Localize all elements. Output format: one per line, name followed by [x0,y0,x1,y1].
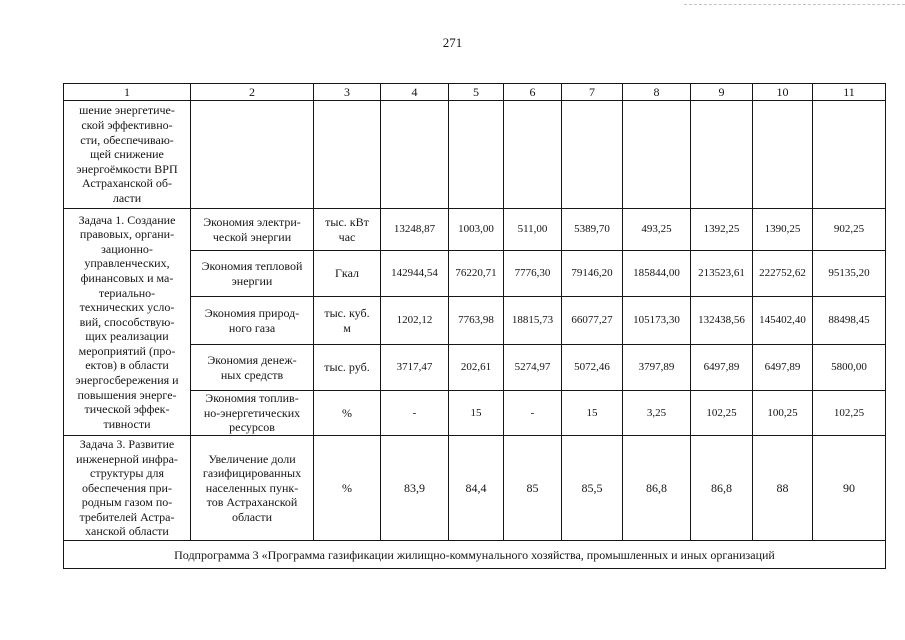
unit-cell: Гкал [314,251,381,297]
value-cell: 3717,47 [381,345,449,391]
header-row [64,84,886,101]
empty-cell [562,101,623,209]
value-cell: - [504,391,562,436]
value-cell: 493,25 [623,209,691,251]
value-cell: 83,9 [381,436,449,541]
goal-cell: шение энергетиче- ской эффективно- сти, обеспечиваю- щей снижение энергоёмкости ВРП Астраханской об- ласти [64,101,191,209]
column-header: 3 [314,84,381,101]
value-cell: 86,8 [691,436,753,541]
value-cell: 15 [562,391,623,436]
value-cell: 105173,30 [623,297,691,345]
empty-cell [753,101,813,209]
value-cell: 185844,00 [623,251,691,297]
value-cell: 5274,97 [504,345,562,391]
task-cell: Задача 3. Развитие инженерной инфра- структуры для обеспечения при- родным газом по- требителей Астра- ханской области [64,436,191,541]
value-cell: 88 [753,436,813,541]
value-cell: 88498,45 [813,297,886,345]
column-header: 5 [449,84,504,101]
value-cell: 84,4 [449,436,504,541]
empty-cell [381,101,449,209]
value-cell: 1003,00 [449,209,504,251]
value-cell: 6497,89 [753,345,813,391]
unit-cell: % [314,436,381,541]
column-header: 11 [813,84,886,101]
column-header: 10 [753,84,813,101]
value-cell: 102,25 [813,391,886,436]
page-number: 271 [442,35,463,50]
value-cell: 13248,87 [381,209,449,251]
value-cell: 1392,25 [691,209,753,251]
value-cell: 3797,89 [623,345,691,391]
value-cell: 1390,25 [753,209,813,251]
value-cell: 18815,73 [504,297,562,345]
value-cell: 5389,70 [562,209,623,251]
value-cell: 66077,27 [562,297,623,345]
value-cell: 1202,12 [381,297,449,345]
value-cell: 132438,56 [691,297,753,345]
value-cell: - [381,391,449,436]
value-cell: 5800,00 [813,345,886,391]
subprogram-title: Подпрограмма 3 «Программа газификации жилищно-коммунального хозяйства, промышленных и иных организаций [64,541,886,569]
value-cell: 145402,40 [753,297,813,345]
value-cell: 100,25 [753,391,813,436]
empty-cell [449,101,504,209]
value-cell: 3,25 [623,391,691,436]
unit-cell: % [314,391,381,436]
unit-cell: тыс. руб. [314,345,381,391]
value-cell: 15 [449,391,504,436]
column-header: 4 [381,84,449,101]
value-cell: 511,00 [504,209,562,251]
empty-cell [813,101,886,209]
column-header: 2 [191,84,314,101]
value-cell: 5072,46 [562,345,623,391]
table-row [64,101,886,209]
value-cell: 202,61 [449,345,504,391]
indicator-cell: Увеличение доли газифицированных населенных пунк- тов Астраханской области [191,436,314,541]
empty-cell [691,101,753,209]
task-cell: Задача 1. Создание правовых, органи- зационно- управленческих, финансовых и ма- териально- технических усло- вий, способствую- щих реализации мероприятий (про- ектов) в области энергосбережения и повышения энерге- тической эффек- тивности [64,209,191,436]
value-cell: 7776,30 [504,251,562,297]
value-cell: 213523,61 [691,251,753,297]
unit-cell: тыс. куб. м [314,297,381,345]
value-cell: 142944,54 [381,251,449,297]
indicator-cell: Экономия электри- ческой энергии [191,209,314,251]
table-row [64,209,886,251]
value-cell: 7763,98 [449,297,504,345]
value-cell: 902,25 [813,209,886,251]
value-cell: 6497,89 [691,345,753,391]
column-header: 7 [562,84,623,101]
value-cell: 85 [504,436,562,541]
indicator-cell: Экономия тепловой энергии [191,251,314,297]
table-row [64,541,886,569]
column-header: 1 [64,84,191,101]
empty-cell [504,101,562,209]
empty-cell [314,101,381,209]
value-cell: 102,25 [691,391,753,436]
value-cell: 86,8 [623,436,691,541]
unit-cell: тыс. кВт час [314,209,381,251]
indicators-table [63,83,886,569]
value-cell: 222752,62 [753,251,813,297]
value-cell: 76220,71 [449,251,504,297]
empty-cell [191,101,314,209]
value-cell: 79146,20 [562,251,623,297]
empty-cell [623,101,691,209]
value-cell: 90 [813,436,886,541]
value-cell: 95135,20 [813,251,886,297]
indicator-cell: Экономия природ- ного газа [191,297,314,345]
value-cell: 85,5 [562,436,623,541]
table-row [64,436,886,541]
column-header: 6 [504,84,562,101]
scan-artifact-line [684,4,905,5]
indicator-cell: Экономия топлив- но-энергетических ресурсов [191,391,314,436]
indicator-cell: Экономия денеж- ных средств [191,345,314,391]
column-header: 9 [691,84,753,101]
column-header: 8 [623,84,691,101]
